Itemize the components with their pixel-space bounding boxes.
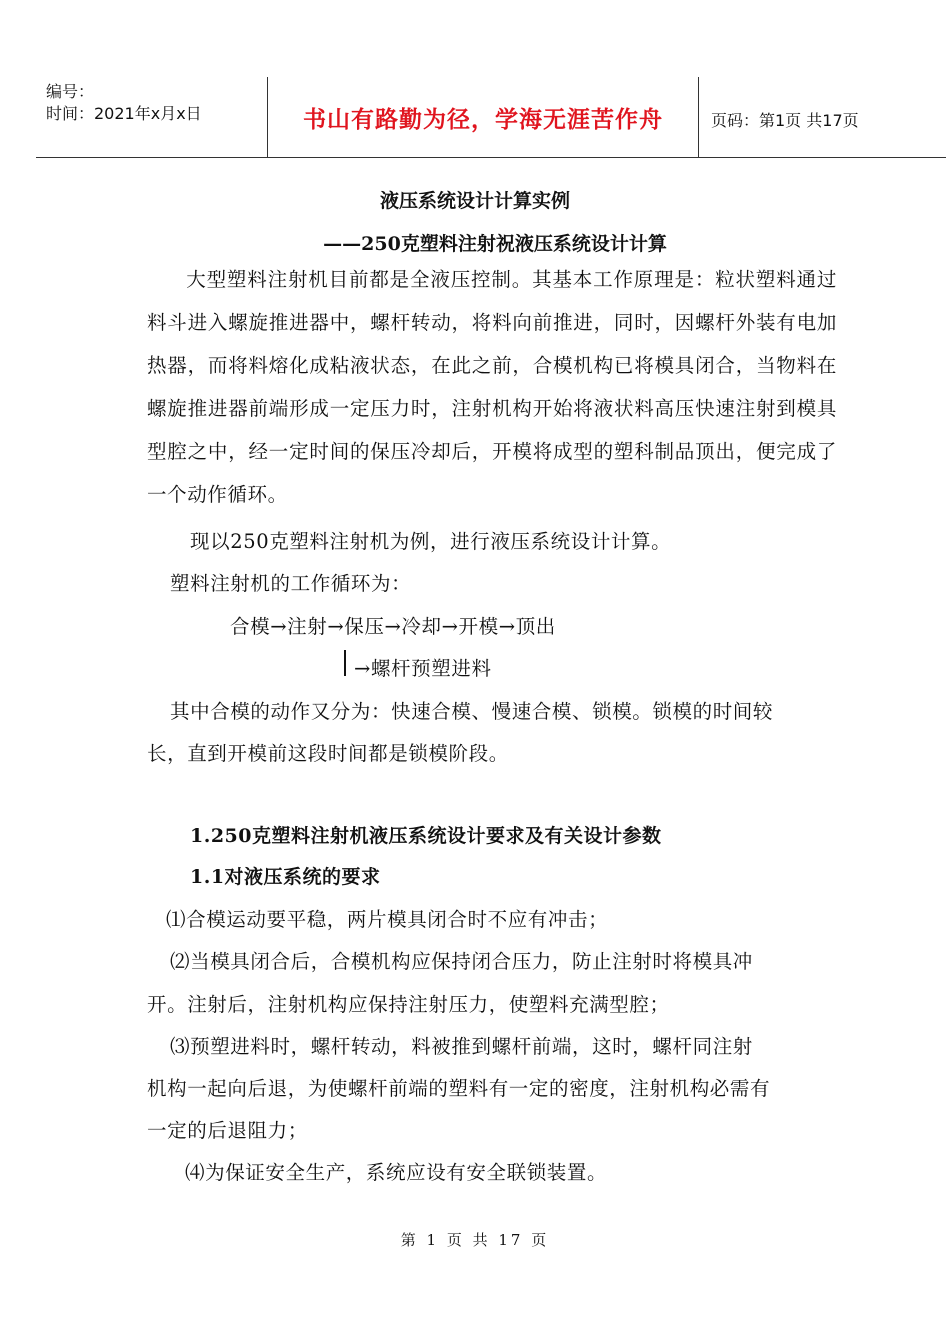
mold-line-1: 其中合模的动作又分为：快速合模、慢速合模、锁模。锁模的时间较: [170, 700, 774, 723]
section-1-1-heading: 1.1对液压系统的要求: [190, 866, 381, 888]
requirement-4: ⑷为保证安全生产，系统应设有安全联锁装置。: [185, 1161, 608, 1184]
intro-paragraph: [147, 258, 837, 516]
requirement-3-line-1: ⑶预塑进料时，螺杆转动，料被推到螺杆前端，这时，螺杆同注射: [170, 1035, 753, 1058]
cycle-sequence: 合模→注射→保压→冷却→开模→顶出: [230, 615, 556, 638]
requirement-2-line-1: ⑵当模具闭合后，合模机构应保持闭合压力，防止注射时将模具冲: [170, 950, 753, 973]
page-footer: 第 1 页 共 17 页: [400, 1231, 550, 1249]
time-label: 时间：2021年x月x日: [46, 104, 202, 123]
cycle-intro-line: 塑料注射机的工作循环为：: [170, 572, 412, 595]
section-1-heading: 1.250克塑料注射机液压系统设计要求及有关设计参数: [190, 825, 662, 847]
header-motto: 书山有路勤为径，学海无涯苦作舟: [303, 106, 663, 133]
header-middle-cell: [268, 77, 699, 157]
cycle-branch: →螺杆预塑进料: [354, 657, 492, 680]
requirement-3-line-3: 一定的后退阻力；: [147, 1119, 308, 1142]
requirement-2-line-2: 开。注射后，注射机构应保持注射压力，使塑料充满型腔；: [147, 993, 670, 1016]
page-header: [36, 77, 946, 158]
document-subtitle: ——250克塑料注射祝液压系统设计计算: [323, 233, 667, 255]
header-page-info: 页码：第1页 共17页: [711, 111, 859, 130]
intro-text: 大型塑料注射机目前都是全液压控制。其基本工作原理是：粒状塑料通过料斗进入螺旋推进器中，螺杆转动，将料向前推进，同时，因螺杆外装有电加热器，而将料熔化成粘液状态，在此之前，合模机构已将模具闭合，当物料在螺旋推进器前端形成一定压力时，注射机构开始将液状料高压快速注射到模具型腔之中，经一定时间的保压冷却后，开模将成型的塑科制品顶出，便完成了一个动作循环。: [147, 268, 837, 506]
requirement-3-line-2: 机构一起向后退，为使螺杆前端的塑料有一定的密度，注射机构必需有: [147, 1077, 771, 1100]
header-right-cell: [699, 77, 946, 157]
document-title: 液压系统设计计算实例: [379, 190, 570, 212]
requirement-1: ⑴合模运动要平稳，两片模具闭合时不应有冲击；: [166, 908, 609, 931]
header-left-cell: [36, 77, 268, 157]
example-line: 现以250克塑料注射机为例，进行液压系统设计计算。: [190, 530, 672, 553]
mold-line-2: 长，直到开模前这段时间都是锁模阶段。: [147, 742, 509, 765]
cycle-branch-bar: [344, 650, 346, 676]
number-label: 编号：: [46, 82, 95, 101]
